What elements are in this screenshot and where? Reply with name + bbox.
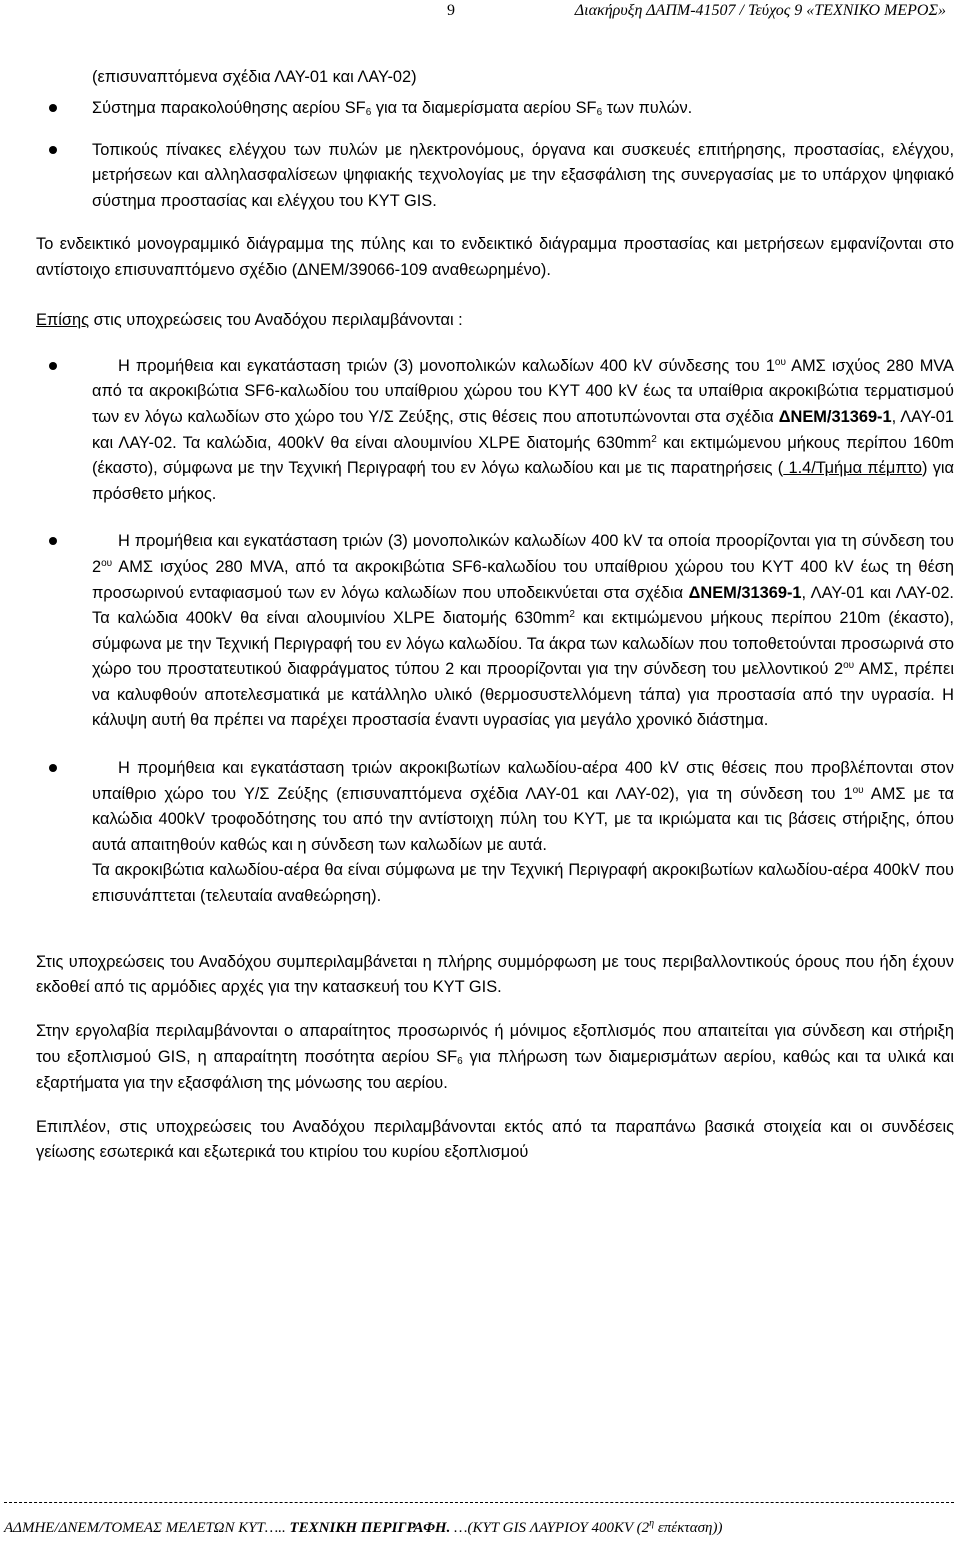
- paragraph-environmental: Στις υποχρεώσεις του Αναδόχου συμπεριλαμβάνεται η πλήρης συμμόρφωση με τους περιβαλλοντικούς όρους που ήδη έχουν εκδοθεί από τις αρμόδιες αρχές για την κατασκευή του ΚΥΤ GIS.: [36, 952, 954, 997]
- footer-middle: ΤΕΧΝΙΚΗ ΠΕΡΙΓΡΑΦΗ.: [289, 1520, 451, 1536]
- intro-line: (επισυναπτόμενα σχέδια ΛΑΥ-01 και ΛΑΥ-02): [92, 68, 417, 86]
- paragraph-works: Στην εργολαβία περιλαμβάνονται ο απαραίτητος προσωρινός ή μόνιμος εξοπλισμός που απαιτείται για σύνδεση και στήριξη του εξοπλισμού GIS, η απαραίτητη ποσότητα αερίου $SF_6$ για πλήρωση των διαμερισμάτων αερίου, καθώς και τα υλικά και εξαρτήματα για την εξασφάλιση της μόνωσης του αερίου.: [36, 1022, 954, 1092]
- bullet-icon: [49, 537, 57, 545]
- bullet-icon: [49, 362, 57, 370]
- bullet-cable-amc1: Η προμήθεια και εγκατάσταση τριών (3) μονοπολικών καλωδίων 400 kV σύνδεσης του $1^{o\upsilon}$ ΑΜΣ ισχύος 280 MVA από τα ακροκιβώτια SF6-καλωδίου του υπαίθριου χώρου του ΚΥΤ 400 kV έως τα υπαίθρια ακροκιβώτια τερματισμού των εν λόγω καλωδίων στο χώρο του Υ/Σ Ζεύξης, στις θέσεις που αποτυπώνονται στα σχέδια ΔΝΕΜ/31369-1, ΛΑΥ-01 και ΛΑΥ-02. Τα καλώδια, 400kV θα είναι αλουμινίου XLPE διατομής $630mm^2$ και εκτιμώμενου μήκους περίπου 160m (έκαστο), σύμφωνα με την Τεχνική Περιγραφή του εν λόγω καλωδίου και με τις παρατηρήσεις ( 1.4/Τμήμα πέμπτο) για πρόσθετο μήκος.: [36, 354, 954, 508]
- footer-divider: [4, 1502, 954, 1503]
- bullet-icon: [49, 146, 57, 154]
- page-number: 9: [447, 2, 455, 19]
- obligations-heading: Επίσης στις υποχρεώσεις του Αναδόχου περιλαμβάνονται :: [36, 310, 463, 329]
- bullet-icon: [49, 104, 57, 112]
- page-footer: ΑΔΜΗΕ/ΔΝΕΜ/ΤΟΜΕΑΣ ΜΕΛΕΤΩΝ ΚΥΤ….. ΤΕΧΝΙΚΗ ΠΕΡΙΓΡΑΦΗ. …(ΚΥΤ GIS ΛΑΥΡΙΟΥ 400KV ($2^\eta$ επέκταση)): [4, 1518, 723, 1536]
- document-body: [36, 64, 954, 1166]
- bullet-sf6-monitoring: Σύστημα παρακολούθησης αερίου $SF_6$ για τα διαμερίσματα αερίου $SF_6$ των πυλών.: [36, 96, 954, 122]
- footer-left: ΑΔΜΗΕ/ΔΝΕΜ/ΤΟΜΕΑΣ ΜΕΛΕΤΩΝ ΚΥΤ…..: [4, 1520, 286, 1536]
- bullet-icon: [49, 764, 57, 772]
- header-title: Διακήρυξη ΔΑΠΜ-41507 / Τεύχος 9 «ΤΕΧΝΙΚΟ ΜΕΡΟΣ»: [574, 2, 946, 19]
- paragraph-extra: Επιπλέον, στις υποχρεώσεις του Αναδόχου περιλαμβάνονται εκτός από τα παραπάνω βασικά στοιχεία και οι συνδέσεις γείωσης εσωτερικά και εξωτερικά του κτιρίου του κυρίου εξοπλισμού: [36, 1117, 954, 1162]
- bullet-cable-amc2: Η προμήθεια και εγκατάσταση τριών (3) μονοπολικών καλωδίων 400 kV τα οποία προορίζονται για τη σύνδεση του $2^{o\upsilon}$ ΑΜΣ ισχύος 280 MVA, από τα ακροκιβώτια SF6-καλωδίου του υπαίθριου χώρου του ΚΥΤ 400 kV έως τη θέση προσωρινού ενταφιασμού των εν λόγω καλωδίων που υποδεικνύεται στα σχέδια ΔΝΕΜ/31369-1, ΛΑΥ-01 και ΛΑΥ-02. Τα καλώδια 400kV θα είναι αλουμινίου XLPE διατομής $630mm^2$ και εκτιμώμενου μήκους περίπου 210m (έκαστο), σύμφωνα με την Τεχνική Περιγραφή του εν λόγω καλωδίου. Τα άκρα των καλωδίων που τοποθετούνται προσωρινά στο χώρο του προστατευτικού διαφράγματος τύπου 2 και προορίζονται για την σύνδεση του μελλοντικού $2^{o\upsilon}$ ΑΜΣ, πρέπει να καλυφθούν αποτελεσματικά με κατάλληλο υλικό (θερμοσυστελλόμενη τάπα) για προστασία από την υγρασία. Η κάλυψη αυτή θα πρέπει να παρέχει προστασία έναντι υγρασίας για μεγάλο χρονικό διάστημα.: [36, 529, 954, 734]
- page-header: [0, 2, 960, 24]
- footer-right: …(ΚΥΤ GIS ΛΑΥΡΙΟΥ 400KV (2: [454, 1520, 650, 1536]
- bullet-local-panels: Τοπικούς πίνακες ελέγχου των πυλών με ηλεκτρονόμους, όργανα και συσκευές επιτήρησης, προστασίας, ελέγχου, μετρήσεων και αλληλασφαλίσεων ψηφιακής τεχνολογίας με την εξασφάλιση της συνεργασίας με το υπάρχον ψηφιακό σύστημα προστασίας και ελέγχου του ΚΥΤ GIS.: [36, 138, 954, 215]
- paragraph-diagram: Το ενδεικτικό μονογραμμικό διάγραμμα της πύλης και το ενδεικτικό διάγραμμα προστασίας και μετρήσεων εμφανίζονται στο αντίστοιχο επισυναπτόμενο σχέδιο (ΔΝΕΜ/39066-109 αναθεωρημένο).: [36, 235, 954, 280]
- bullet-terminals: Η προμήθεια και εγκατάσταση τριών ακροκιβωτίων καλωδίου-αέρα 400 kV στις θέσεις που προβλέπονται στον υπαίθριο χώρο του Υ/Σ Ζεύξης (επισυναπτόμενα σχέδια ΛΑΥ-01 και ΛΑΥ-02), για τη σύνδεση του $1^{o\upsilon}$ ΑΜΣ με τα καλώδια 400kV τροφοδότησης του από την αντίστοιχη πύλη του ΚΥΤ, με τα ικριώματα και τις βάσεις στήριξης, όπου αυτά απαιτηθούν καθώς και η σύνδεση των καλωδίων με αυτά. Τα ακροκιβώτια καλωδίου-αέρα θα είναι σύμφωνα με την Τεχνική Περιγραφή ακροκιβωτίων καλωδίου-αέρα 400kV που επισυνάπτεται (τελευταία αναθεώρηση).: [36, 756, 954, 910]
- heading-underlined: Επίσης: [36, 310, 90, 329]
